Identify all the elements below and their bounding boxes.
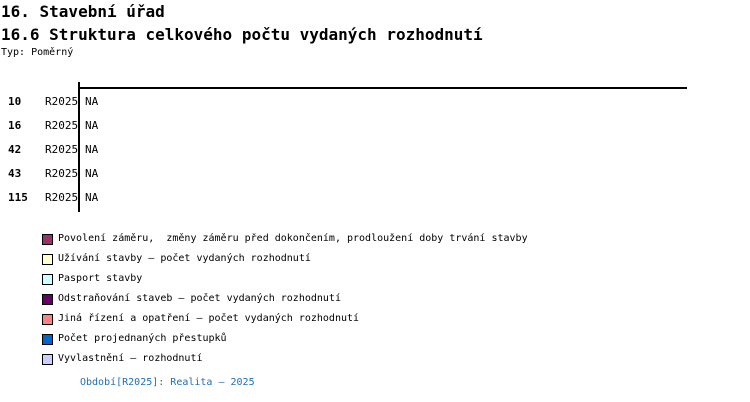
top-axis-line: [79, 87, 687, 89]
chart-title: 16.6 Struktura celkového počtu vydaných rozhodnutí: [1, 25, 483, 44]
category-label: 115: [8, 191, 28, 204]
category-label: 43: [8, 167, 22, 180]
legend-swatch-icon: [42, 314, 53, 325]
period-label: R2025: [45, 143, 79, 156]
chart-row: [0, 191, 700, 204]
legend-item: [0, 273, 740, 286]
legend-item: [0, 293, 740, 306]
legend-item: [0, 253, 740, 266]
legend-swatch-icon: [42, 234, 53, 245]
legend-swatch-icon: [42, 294, 53, 305]
period-label: R2025: [45, 191, 79, 204]
value-label: NA: [85, 143, 99, 156]
value-label: NA: [85, 95, 99, 108]
value-label: NA: [85, 167, 99, 180]
period-label: R2025: [45, 95, 79, 108]
category-label: 16: [8, 119, 22, 132]
chart-row: [0, 143, 700, 156]
category-label: 42: [8, 143, 22, 156]
category-label: 10: [8, 95, 22, 108]
value-label: NA: [85, 119, 99, 132]
period-label: R2025: [45, 119, 79, 132]
legend-label: Užívání stavby – počet vydaných rozhodnutí: [58, 253, 311, 264]
legend-label: Odstraňování staveb – počet vydaných rozhodnutí: [58, 293, 341, 304]
page-title: 16. Stavební úřad: [1, 2, 165, 21]
legend-label: Jiná řízení a opatření – počet vydaných rozhodnutí: [58, 313, 360, 324]
legend-item: [0, 313, 740, 326]
period-label: R2025: [45, 167, 79, 180]
period-footer: Období[R2025]: Realita – 2025: [80, 377, 255, 388]
legend-item: [0, 233, 740, 246]
legend-swatch-icon: [42, 354, 53, 365]
legend-swatch-icon: [42, 274, 53, 285]
chart-row: [0, 167, 700, 180]
value-label: NA: [85, 191, 99, 204]
legend-label: Počet projednaných přestupků: [58, 333, 227, 344]
chart-row: [0, 119, 700, 132]
legend-swatch-icon: [42, 334, 53, 345]
legend-label: Vyvlastnění – rozhodnutí: [58, 353, 203, 364]
legend-item: [0, 353, 740, 366]
chart-type-label: Typ: Poměrný: [1, 47, 74, 58]
legend-label: Pasport stavby: [58, 273, 143, 284]
legend-label: Povolení záměru, změny záměru před dokončením, prodloužení doby trvání stavby: [58, 233, 528, 244]
chart-row: [0, 95, 700, 108]
legend-item: [0, 333, 740, 346]
legend-swatch-icon: [42, 254, 53, 265]
